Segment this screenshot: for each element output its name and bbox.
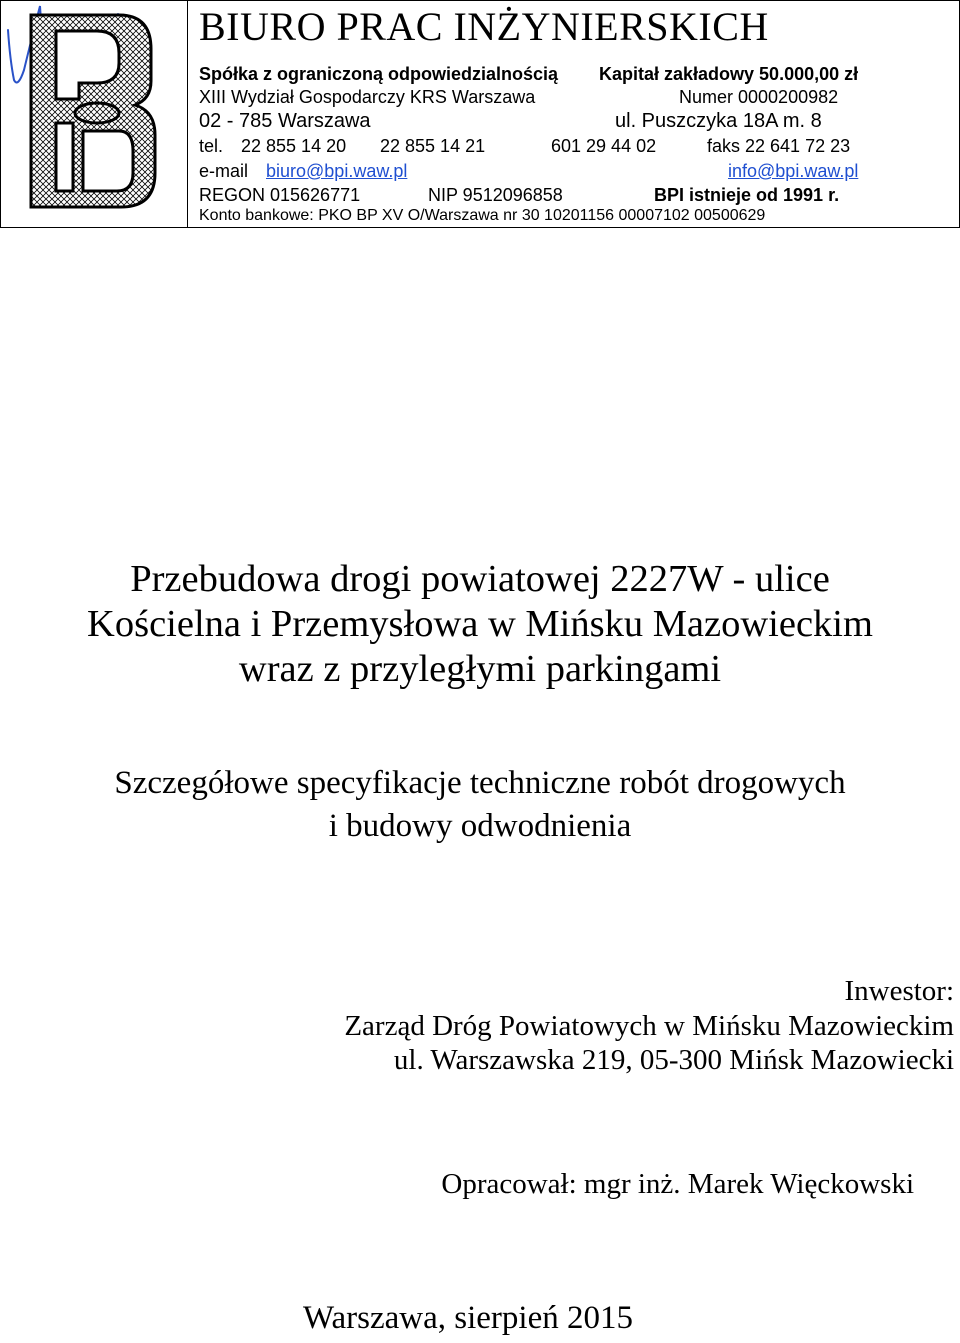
phone-1: 22 855 14 20 bbox=[241, 136, 347, 156]
subtitle-line: i budowy odwodnienia bbox=[328, 808, 632, 844]
tel-label: tel. bbox=[199, 136, 224, 156]
title-line: Kościelna i Przemysłowa w Mińsku Mazowieckim bbox=[87, 603, 873, 645]
document-subtitle bbox=[0, 762, 960, 848]
share-capital: Kapitał zakładowy 50.000,00 zł bbox=[599, 64, 859, 84]
email-link-info[interactable]: info@bpi.waw.pl bbox=[728, 161, 859, 181]
regon-number: REGON 015626771 bbox=[199, 185, 361, 205]
subtitle-line: Szczegółowe specyfikacje techniczne robót drogowych bbox=[114, 765, 846, 801]
fax-number: faks 22 641 72 23 bbox=[707, 136, 851, 156]
title-line: Przebudowa drogi powiatowej 2227W - ulice bbox=[130, 558, 830, 600]
place-and-date: Warszawa, sierpień 2015 bbox=[303, 1300, 633, 1336]
investor-name: Zarząd Dróg Powiatowych w Mińsku Mazowieckim bbox=[344, 1010, 954, 1042]
court-registry: XIII Wydział Gospodarczy KRS Warszawa bbox=[199, 87, 536, 107]
email-link-biuro[interactable]: biuro@bpi.waw.pl bbox=[266, 161, 408, 181]
phone-3: 601 29 44 02 bbox=[551, 136, 657, 156]
document-title bbox=[0, 557, 960, 692]
nip-number: NIP 9512096858 bbox=[428, 185, 563, 205]
company-name: BIURO PRAC INŻYNIERSKICH bbox=[199, 4, 769, 49]
bank-account: Konto bankowe: PKO BP XV O/Warszawa nr 30 10201156 00007102 00500629 bbox=[199, 207, 766, 224]
legal-form: Spółka z ograniczoną odpowiedzialnością bbox=[199, 64, 559, 84]
phone-2: 22 855 14 21 bbox=[380, 136, 486, 156]
postal-address: 02 - 785 Warszawa bbox=[199, 110, 371, 132]
company-logo bbox=[1, 1, 188, 227]
investor-address: ul. Warszawska 219, 05-300 Mińsk Mazowiecki bbox=[393, 1044, 954, 1076]
title-line: wraz z przyległymi parkingami bbox=[238, 648, 722, 690]
bpi-logo-icon bbox=[1, 1, 187, 227]
email-label: e-mail bbox=[199, 161, 249, 181]
founded-since: BPI istnieje od 1991 r. bbox=[654, 185, 840, 205]
investor-label: Inwestor: bbox=[844, 975, 954, 1007]
prepared-by: Opracował: mgr inż. Marek Więckowski bbox=[441, 1168, 914, 1200]
street-address: ul. Puszczyka 18A m. 8 bbox=[615, 110, 822, 132]
krs-number: Numer 0000200982 bbox=[679, 87, 839, 107]
letterhead bbox=[0, 0, 960, 228]
